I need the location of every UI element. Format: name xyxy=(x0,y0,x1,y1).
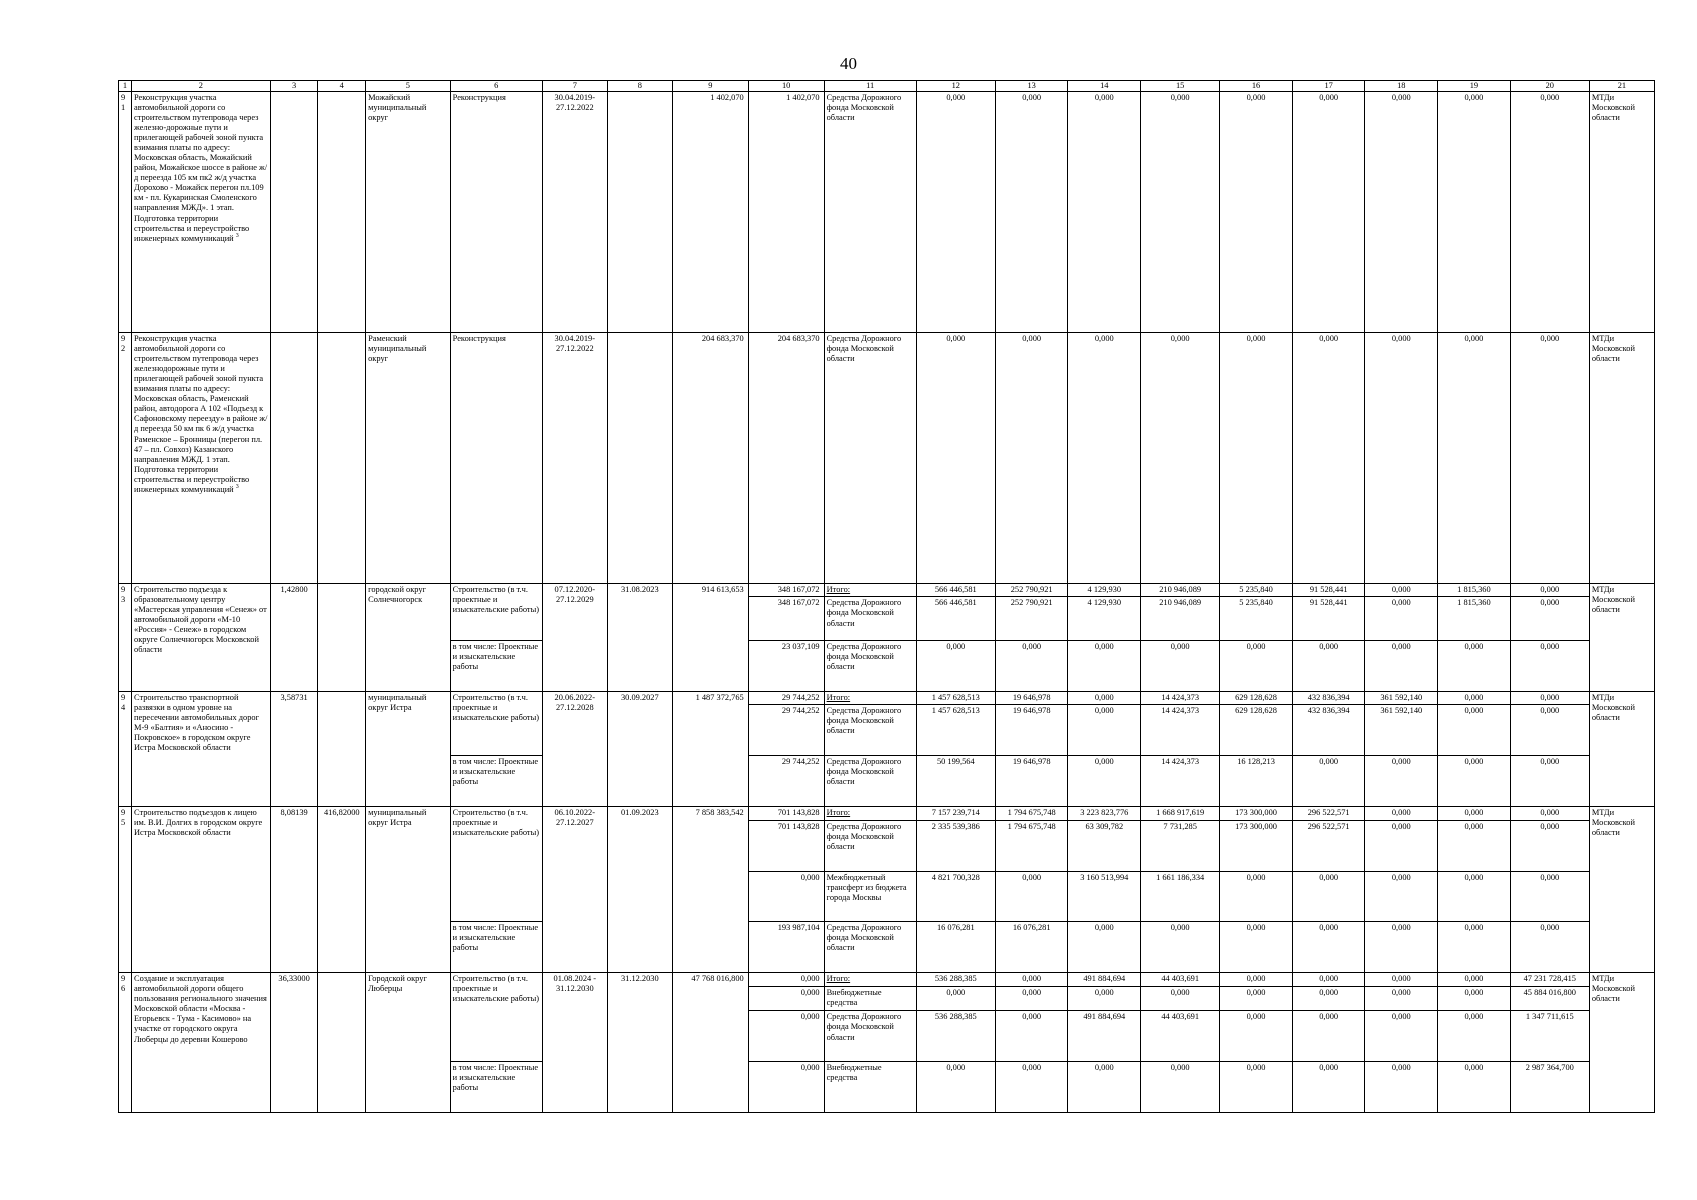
value-col-15: 0,000 xyxy=(1141,332,1220,583)
value-col-18: 0,000 xyxy=(1365,1062,1438,1113)
estimated-cost: 914 613,653 xyxy=(672,583,748,691)
funded-before: 1 402,070 xyxy=(748,91,824,332)
funding-source: Средства Дорожного фонда Московской области xyxy=(824,597,916,640)
value-col-16: 0,000 xyxy=(1220,640,1293,691)
column-4 xyxy=(318,91,366,332)
value-col-16: 0,000 xyxy=(1220,1062,1293,1113)
table-row xyxy=(119,973,1655,987)
value-col-17: 296 522,571 xyxy=(1292,806,1365,820)
value-col-12: 566 446,581 xyxy=(916,583,995,597)
column-number-20: 20 xyxy=(1510,81,1589,92)
value-col-18: 0,000 xyxy=(1365,1011,1438,1062)
value-col-13: 0,000 xyxy=(995,332,1068,583)
value-col-14: 3 160 513,994 xyxy=(1068,871,1141,922)
estimated-cost: 204 683,370 xyxy=(672,332,748,583)
funded-before: 0,000 xyxy=(748,1011,824,1062)
column-number-17: 17 xyxy=(1292,81,1365,92)
value-col-13: 0,000 xyxy=(995,973,1068,987)
funding-source: Средства Дорожного фонда Московской области xyxy=(824,756,916,807)
value-col-14: 4 129,930 xyxy=(1068,597,1141,640)
value-col-19: 0,000 xyxy=(1438,332,1511,583)
value-col-15: 210 946,089 xyxy=(1141,597,1220,640)
value-col-12: 566 446,581 xyxy=(916,597,995,640)
value-col-13: 252 790,921 xyxy=(995,597,1068,640)
work-dates: 30.04.2019-27.12.2022 xyxy=(542,332,607,583)
completion-date xyxy=(607,91,672,332)
value-col-13: 1 794 675,748 xyxy=(995,806,1068,820)
work-dates: 20.06.2022-27.12.2028 xyxy=(542,691,607,806)
table-row xyxy=(119,691,1655,705)
funded-before: 0,000 xyxy=(748,1062,824,1113)
value-col-17: 91 528,441 xyxy=(1292,597,1365,640)
completion-date xyxy=(607,332,672,583)
column-number-3: 3 xyxy=(270,81,318,92)
work-type-sub: в том числе: Проектные и изыскательские работы xyxy=(450,756,542,807)
value-col-14: 0,000 xyxy=(1068,986,1141,1010)
work-type-sub: в том числе: Проектные и изыскательские работы xyxy=(450,1062,542,1113)
value-col-19: 1 815,360 xyxy=(1438,597,1511,640)
value-col-15: 7 731,285 xyxy=(1141,820,1220,871)
completion-date: 30.09.2027 xyxy=(607,691,672,806)
value-col-15: 0,000 xyxy=(1141,91,1220,332)
funded-before: 193 987,104 xyxy=(748,922,824,973)
page-number: 40 xyxy=(840,54,857,73)
column-number-13: 13 xyxy=(995,81,1068,92)
value-col-18: 0,000 xyxy=(1365,806,1438,820)
value-col-19: 0,000 xyxy=(1438,871,1511,922)
value-col-13: 16 076,281 xyxy=(995,922,1068,973)
value-col-20: 0,000 xyxy=(1510,691,1589,705)
value-col-17: 0,000 xyxy=(1292,756,1365,807)
value-col-15: 44 403,691 xyxy=(1141,973,1220,987)
completion-date: 01.09.2023 xyxy=(607,806,672,972)
value-col-20: 1 347 711,615 xyxy=(1510,1011,1589,1062)
column-4: 416,82000 xyxy=(318,806,366,972)
value-col-15: 14 424,373 xyxy=(1141,705,1220,756)
column-number-12: 12 xyxy=(916,81,995,92)
value-col-19: 0,000 xyxy=(1438,986,1511,1010)
value-col-13: 252 790,921 xyxy=(995,583,1068,597)
value-col-20: 47 231 728,415 xyxy=(1510,973,1589,987)
work-type: Строительство (в т.ч. проектные и изыскательские работы) xyxy=(450,583,542,640)
funded-before: 701 143,828 xyxy=(748,806,824,820)
value-col-20: 0,000 xyxy=(1510,332,1589,583)
value-col-12: 2 335 539,386 xyxy=(916,820,995,871)
value-col-15: 1 661 186,334 xyxy=(1141,871,1220,922)
value-col-13: 0,000 xyxy=(995,640,1068,691)
estimated-cost: 1 487 372,765 xyxy=(672,691,748,806)
value-col-12: 0,000 xyxy=(916,332,995,583)
value-col-18: 0,000 xyxy=(1365,820,1438,871)
column-number-21: 21 xyxy=(1589,81,1654,92)
value-col-16: 0,000 xyxy=(1220,1011,1293,1062)
value-col-16: 5 235,840 xyxy=(1220,597,1293,640)
funded-before: 29 744,252 xyxy=(748,705,824,756)
value-col-18: 361 592,140 xyxy=(1365,691,1438,705)
value-col-14: 0,000 xyxy=(1068,922,1141,973)
value-col-12: 16 076,281 xyxy=(916,922,995,973)
value-col-15: 14 424,373 xyxy=(1141,691,1220,705)
funded-before: 23 037,109 xyxy=(748,640,824,691)
funded-before: 204 683,370 xyxy=(748,332,824,583)
value-col-12: 536 288,385 xyxy=(916,1011,995,1062)
value-col-17: 432 836,394 xyxy=(1292,705,1365,756)
value-col-13: 19 646,978 xyxy=(995,705,1068,756)
funded-before: 0,000 xyxy=(748,871,824,922)
value-col-14: 0,000 xyxy=(1068,756,1141,807)
value-col-15: 210 946,089 xyxy=(1141,583,1220,597)
work-dates: 01.08.2024 - 31.12.2030 xyxy=(542,973,607,1113)
value-col-12: 0,000 xyxy=(916,1062,995,1113)
estimated-cost: 1 402,070 xyxy=(672,91,748,332)
funding-source: Средства Дорожного фонда Московской области xyxy=(824,91,916,332)
table-row xyxy=(119,806,1655,820)
value-col-14: 491 884,694 xyxy=(1068,973,1141,987)
funding-source: Внебюджетные средства xyxy=(824,1062,916,1113)
funded-before: 348 167,072 xyxy=(748,597,824,640)
value-col-19: 0,000 xyxy=(1438,691,1511,705)
value-col-17: 0,000 xyxy=(1292,986,1365,1010)
value-col-19: 0,000 xyxy=(1438,1062,1511,1113)
object-name: Реконструкция участка автомобильной дороги со строительством путепровода через железно-дорожные пути и прилегающей рабочей зоной пункта взимания платы по адресу: Московская область, Можайский район, Можайское шоссе в районе ж/д переезда 105 км пк2 ж/д участка Дорохово - Можайск перегон пл.109 км - пл. Кукаринская Смоленского направления МЖД». 1 этап. Подготовка территории строительства и переустройство инженерных коммуникаций $^3$ xyxy=(132,91,271,332)
completion-date: 31.08.2023 xyxy=(607,583,672,691)
value-col-18: 0,000 xyxy=(1365,986,1438,1010)
value-col-19: 0,000 xyxy=(1438,1011,1511,1062)
work-type-sub: в том числе: Проектные и изыскательские работы xyxy=(450,640,542,691)
length-km: 8,08139 xyxy=(270,806,318,972)
responsible-body: МТДи Московской области xyxy=(1589,583,1654,691)
value-col-20: 2 987 364,700 xyxy=(1510,1062,1589,1113)
value-col-17: 0,000 xyxy=(1292,871,1365,922)
value-col-18: 0,000 xyxy=(1365,756,1438,807)
value-col-12: 0,000 xyxy=(916,640,995,691)
row-number: 95 xyxy=(119,806,132,972)
value-col-14: 0,000 xyxy=(1068,91,1141,332)
funded-before: 0,000 xyxy=(748,986,824,1010)
program-table xyxy=(118,80,1655,1113)
value-col-12: 0,000 xyxy=(916,986,995,1010)
value-col-16: 0,000 xyxy=(1220,973,1293,987)
funding-source: Средства Дорожного фонда Московской области xyxy=(824,640,916,691)
value-col-18: 0,000 xyxy=(1365,640,1438,691)
value-col-17: 0,000 xyxy=(1292,91,1365,332)
value-col-18: 0,000 xyxy=(1365,922,1438,973)
responsible-body: МТДи Московской области xyxy=(1589,332,1654,583)
column-4 xyxy=(318,332,366,583)
value-col-16: 0,000 xyxy=(1220,922,1293,973)
value-col-14: 0,000 xyxy=(1068,1062,1141,1113)
footnote-mark: 3 xyxy=(235,232,239,239)
length-km: 3,58731 xyxy=(270,691,318,806)
value-col-20: 0,000 xyxy=(1510,583,1589,597)
value-col-17: 0,000 xyxy=(1292,973,1365,987)
funded-before: 29 744,252 xyxy=(748,756,824,807)
responsible-body: МТДи Московской области xyxy=(1589,691,1654,806)
value-col-16: 629 128,628 xyxy=(1220,691,1293,705)
row-number: 93 xyxy=(119,583,132,691)
value-col-19: 0,000 xyxy=(1438,922,1511,973)
value-col-19: 0,000 xyxy=(1438,820,1511,871)
value-col-14: 63 309,782 xyxy=(1068,820,1141,871)
column-number-6: 6 xyxy=(450,81,542,92)
value-col-13: 0,000 xyxy=(995,91,1068,332)
column-number-15: 15 xyxy=(1141,81,1220,92)
value-col-15: 0,000 xyxy=(1141,1062,1220,1113)
work-dates: 30.04.2019-27.12.2022 xyxy=(542,91,607,332)
funding-source: Итого: xyxy=(824,691,916,705)
value-col-16: 173 300,000 xyxy=(1220,820,1293,871)
value-col-18: 0,000 xyxy=(1365,332,1438,583)
value-col-12: 1 457 628,513 xyxy=(916,705,995,756)
value-col-15: 1 668 917,619 xyxy=(1141,806,1220,820)
column-number-14: 14 xyxy=(1068,81,1141,92)
work-dates: 07.12.2020-27.12.2029 xyxy=(542,583,607,691)
work-type-sub: в том числе: Проектные и изыскательские работы xyxy=(450,922,542,973)
value-col-14: 0,000 xyxy=(1068,332,1141,583)
responsible-body: МТДи Московской области xyxy=(1589,806,1654,972)
length-km: 36,33000 xyxy=(270,973,318,1113)
column-4 xyxy=(318,691,366,806)
object-name: Строительство транспортной развязки в одном уровне на пересечении автомобильных дорог М-9 «Балтия» и «Аносино - Покровское» в городском округе Истра Московской области xyxy=(132,691,271,806)
responsible-body: МТДи Московской области xyxy=(1589,91,1654,332)
value-col-13: 0,000 xyxy=(995,1011,1068,1062)
funded-before: 0,000 xyxy=(748,973,824,987)
object-name: Создание и эксплуатация автомобильной дороги общего пользования регионального значения Московской области «Москва - Егорьевск - Тума - Касимово» на участке от городского округа Люберцы до деревни Кошерово xyxy=(132,973,271,1113)
value-col-20: 45 884 016,800 xyxy=(1510,986,1589,1010)
value-col-13: 0,000 xyxy=(995,1062,1068,1113)
funding-source: Межбюджетный трансферт из бюджета города Москвы xyxy=(824,871,916,922)
value-col-20: 0,000 xyxy=(1510,820,1589,871)
value-col-18: 0,000 xyxy=(1365,973,1438,987)
value-col-12: 536 288,385 xyxy=(916,973,995,987)
value-col-16: 0,000 xyxy=(1220,871,1293,922)
value-col-17: 0,000 xyxy=(1292,922,1365,973)
value-col-19: 0,000 xyxy=(1438,91,1511,332)
funding-source: Итого: xyxy=(824,973,916,987)
value-col-17: 0,000 xyxy=(1292,332,1365,583)
value-col-19: 0,000 xyxy=(1438,973,1511,987)
estimated-cost: 7 858 383,542 xyxy=(672,806,748,972)
length-km xyxy=(270,91,318,332)
funded-before: 701 143,828 xyxy=(748,820,824,871)
funding-source: Средства Дорожного фонда Московской области xyxy=(824,705,916,756)
value-col-14: 0,000 xyxy=(1068,705,1141,756)
value-col-13: 0,000 xyxy=(995,871,1068,922)
value-col-16: 629 128,628 xyxy=(1220,705,1293,756)
table-row xyxy=(119,91,1655,332)
value-col-15: 14 424,373 xyxy=(1141,756,1220,807)
value-col-15: 0,000 xyxy=(1141,640,1220,691)
funding-source: Средства Дорожного фонда Московской области xyxy=(824,922,916,973)
value-col-20: 0,000 xyxy=(1510,756,1589,807)
column-number-16: 16 xyxy=(1220,81,1293,92)
value-col-20: 0,000 xyxy=(1510,640,1589,691)
value-col-16: 0,000 xyxy=(1220,332,1293,583)
value-col-17: 432 836,394 xyxy=(1292,691,1365,705)
funding-source: Внебюджетные средства xyxy=(824,986,916,1010)
completion-date: 31.12.2030 xyxy=(607,973,672,1113)
column-number-header xyxy=(119,81,1655,92)
column-number-2: 2 xyxy=(132,81,271,92)
value-col-19: 0,000 xyxy=(1438,756,1511,807)
value-col-20: 0,000 xyxy=(1510,597,1589,640)
row-number: 91 xyxy=(119,91,132,332)
value-col-17: 91 528,441 xyxy=(1292,583,1365,597)
value-col-15: 44 403,691 xyxy=(1141,1011,1220,1062)
value-col-16: 5 235,840 xyxy=(1220,583,1293,597)
value-col-12: 7 157 239,714 xyxy=(916,806,995,820)
value-col-16: 0,000 xyxy=(1220,91,1293,332)
table-row xyxy=(119,583,1655,597)
value-col-20: 0,000 xyxy=(1510,806,1589,820)
value-col-17: 296 522,571 xyxy=(1292,820,1365,871)
value-col-13: 0,000 xyxy=(995,986,1068,1010)
value-col-12: 1 457 628,513 xyxy=(916,691,995,705)
value-col-13: 19 646,978 xyxy=(995,756,1068,807)
value-col-18: 0,000 xyxy=(1365,597,1438,640)
row-number: 96 xyxy=(119,973,132,1113)
row-number: 92 xyxy=(119,332,132,583)
value-col-18: 0,000 xyxy=(1365,91,1438,332)
value-col-16: 0,000 xyxy=(1220,986,1293,1010)
value-col-14: 0,000 xyxy=(1068,640,1141,691)
value-col-12: 50 199,564 xyxy=(916,756,995,807)
value-col-19: 0,000 xyxy=(1438,806,1511,820)
column-number-5: 5 xyxy=(366,81,451,92)
municipality: городской округ Солнечногорск xyxy=(366,583,451,691)
value-col-17: 0,000 xyxy=(1292,1062,1365,1113)
value-col-12: 0,000 xyxy=(916,91,995,332)
municipality: Городской округ Люберцы xyxy=(366,973,451,1113)
value-col-20: 0,000 xyxy=(1510,922,1589,973)
municipality: Раменский муниципальный округ xyxy=(366,332,451,583)
column-number-1: 1 xyxy=(119,81,132,92)
length-km xyxy=(270,332,318,583)
estimated-cost: 47 768 016,800 xyxy=(672,973,748,1113)
value-col-16: 16 128,213 xyxy=(1220,756,1293,807)
object-name: Строительство подъездов к лицею им. В.И. Долгих в городском округе Истра Московской области xyxy=(132,806,271,972)
value-col-19: 0,000 xyxy=(1438,705,1511,756)
value-col-20: 0,000 xyxy=(1510,705,1589,756)
work-type: Строительство (в т.ч. проектные и изыскательские работы) xyxy=(450,691,542,756)
responsible-body: МТДи Московской области xyxy=(1589,973,1654,1113)
value-col-19: 1 815,360 xyxy=(1438,583,1511,597)
value-col-17: 0,000 xyxy=(1292,1011,1365,1062)
row-number: 94 xyxy=(119,691,132,806)
municipality: Можайский муниципальный округ xyxy=(366,91,451,332)
column-number-18: 18 xyxy=(1365,81,1438,92)
value-col-14: 4 129,930 xyxy=(1068,583,1141,597)
value-col-15: 0,000 xyxy=(1141,986,1220,1010)
footnote-mark: 3 xyxy=(235,484,239,491)
value-col-14: 491 884,694 xyxy=(1068,1011,1141,1062)
municipality: муниципальный округ Истра xyxy=(366,806,451,972)
length-km: 1,42800 xyxy=(270,583,318,691)
funding-source: Средства Дорожного фонда Московской области xyxy=(824,820,916,871)
table-row xyxy=(119,332,1655,583)
municipality: муниципальный округ Истра xyxy=(366,691,451,806)
value-col-13: 19 646,978 xyxy=(995,691,1068,705)
value-col-19: 0,000 xyxy=(1438,640,1511,691)
value-col-14: 0,000 xyxy=(1068,691,1141,705)
column-number-10: 10 xyxy=(748,81,824,92)
funding-source: Итого: xyxy=(824,806,916,820)
column-4 xyxy=(318,973,366,1113)
value-col-17: 0,000 xyxy=(1292,640,1365,691)
funding-source: Средства Дорожного фонда Московской области xyxy=(824,332,916,583)
value-col-18: 0,000 xyxy=(1365,583,1438,597)
work-type: Реконструкция xyxy=(450,332,542,583)
value-col-20: 0,000 xyxy=(1510,91,1589,332)
value-col-18: 0,000 xyxy=(1365,871,1438,922)
value-col-16: 173 300,000 xyxy=(1220,806,1293,820)
funded-before: 29 744,252 xyxy=(748,691,824,705)
value-col-12: 4 821 700,328 xyxy=(916,871,995,922)
column-number-4: 4 xyxy=(318,81,366,92)
column-number-8: 8 xyxy=(607,81,672,92)
column-4 xyxy=(318,583,366,691)
work-dates: 06.10.2022-27.12.2027 xyxy=(542,806,607,972)
value-col-15: 0,000 xyxy=(1141,922,1220,973)
funded-before: 348 167,072 xyxy=(748,583,824,597)
value-col-14: 3 223 823,776 xyxy=(1068,806,1141,820)
value-col-13: 1 794 675,748 xyxy=(995,820,1068,871)
column-number-11: 11 xyxy=(824,81,916,92)
work-type: Строительство (в т.ч. проектные и изыскательские работы) xyxy=(450,806,542,921)
column-number-7: 7 xyxy=(542,81,607,92)
column-number-19: 19 xyxy=(1438,81,1511,92)
object-name: Строительство подъезда к образовательному центру «Мастерская управления «Сенеж» от автомобильной дороги «М-10 «Россия» - Сенеж» в городском округе Солнечногорск Московской области xyxy=(132,583,271,691)
work-type: Строительство (в т.ч. проектные и изыскательские работы) xyxy=(450,973,542,1062)
value-col-18: 361 592,140 xyxy=(1365,705,1438,756)
work-type: Реконструкция xyxy=(450,91,542,332)
column-number-9: 9 xyxy=(672,81,748,92)
value-col-20: 0,000 xyxy=(1510,871,1589,922)
funding-source: Итого: xyxy=(824,583,916,597)
object-name: Реконструкция участка автомобильной дороги со строительством путепровода через железнодорожные пути и прилегающей рабочей зоной пункта взимания платы по адресу: Московская область, Раменский район, автодорога А 102 «Подъезд к Сафоновскому переезду» в районе ж/д переезда 50 км пк 6 ж/д участка Раменское – Бронницы (перегон пл. 47 – пл. Совхоз) Казанского направления МЖД. 1 этап. Подготовка территории строительства и переустройство инженерных коммуникаций $^3$ xyxy=(132,332,271,583)
funding-source: Средства Дорожного фонда Московской области xyxy=(824,1011,916,1062)
